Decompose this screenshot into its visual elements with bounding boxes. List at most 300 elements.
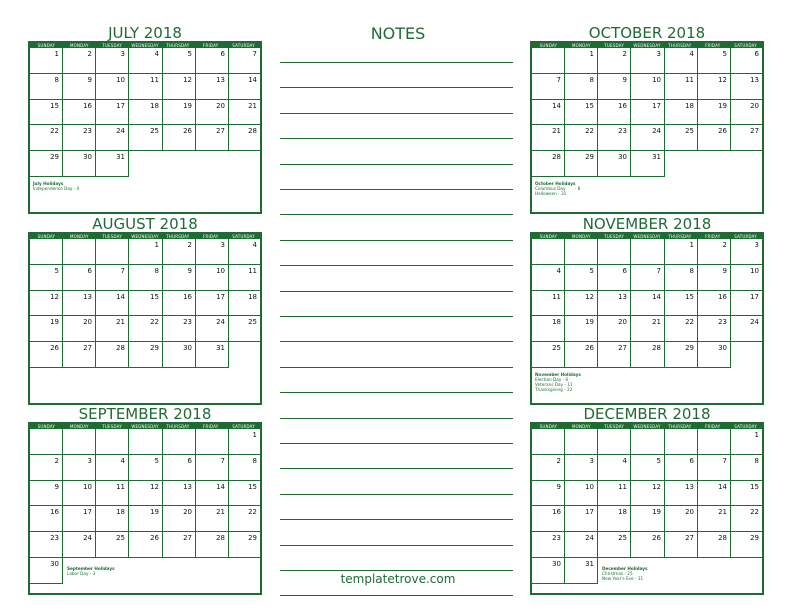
day-cell[interactable]: [129, 291, 163, 317]
day-cell[interactable]: [196, 291, 229, 317]
note-line[interactable]: [280, 341, 513, 342]
day-cell[interactable]: [665, 455, 698, 481]
day-cell[interactable]: [63, 125, 96, 151]
day-cell[interactable]: [196, 265, 229, 291]
day-cell[interactable]: [129, 316, 163, 342]
day-cell[interactable]: [163, 532, 196, 558]
day-cell[interactable]: [698, 291, 731, 317]
day-cell[interactable]: [532, 265, 565, 291]
day-cell[interactable]: [665, 239, 698, 265]
day-cell[interactable]: [229, 506, 260, 532]
note-line[interactable]: [280, 189, 513, 190]
day-cell[interactable]: [96, 316, 129, 342]
weekday-label: TUESDAY: [604, 234, 624, 239]
day-cell[interactable]: [30, 125, 63, 151]
day-cell[interactable]: [196, 342, 229, 368]
day-cell[interactable]: [229, 291, 260, 317]
day-number: 1: [54, 50, 59, 58]
day-cell[interactable]: [196, 125, 229, 151]
weekday-label: TUESDAY: [102, 234, 122, 239]
weekday-label: MONDAY: [69, 43, 89, 48]
day-cell[interactable]: [96, 291, 129, 317]
note-line[interactable]: [280, 570, 513, 571]
day-cell[interactable]: [196, 316, 229, 342]
day-cell[interactable]: [698, 239, 731, 265]
day-cell[interactable]: [30, 265, 63, 291]
day-cell[interactable]: [229, 48, 260, 74]
day-cell[interactable]: [698, 74, 731, 100]
day-cell[interactable]: [698, 316, 731, 342]
day-cell[interactable]: [598, 532, 631, 558]
day-cell[interactable]: [665, 532, 698, 558]
day-cell[interactable]: [598, 151, 631, 177]
day-cell[interactable]: [631, 291, 665, 317]
day-cell[interactable]: [129, 48, 163, 74]
day-cell[interactable]: [96, 455, 129, 481]
day-cell[interactable]: [532, 481, 565, 507]
day-cell[interactable]: [665, 291, 698, 317]
note-line[interactable]: [280, 240, 513, 241]
day-cell[interactable]: [63, 532, 96, 558]
note-line[interactable]: [280, 113, 513, 114]
day-number: 9: [187, 266, 192, 275]
note-line[interactable]: [280, 468, 513, 469]
day-number: 29: [248, 534, 257, 543]
day-cell[interactable]: [631, 125, 665, 151]
day-cell[interactable]: [665, 342, 698, 368]
day-cell[interactable]: [698, 481, 731, 507]
weekday-label: SUNDAY: [539, 234, 558, 239]
holidays-title: October Holidays: [535, 181, 576, 186]
day-number: 8: [54, 75, 59, 84]
day-cell[interactable]: [631, 265, 665, 291]
day-number: 5: [54, 266, 59, 275]
footer-site[interactable]: templatetrove.com: [340, 572, 456, 586]
day-cell[interactable]: [665, 74, 698, 100]
day-cell[interactable]: [229, 455, 260, 481]
day-cell[interactable]: [731, 481, 762, 507]
day-cell[interactable]: [565, 125, 598, 151]
day-cell[interactable]: [196, 100, 229, 126]
day-cell[interactable]: [565, 558, 598, 584]
day-cell[interactable]: [532, 291, 565, 317]
day-cell[interactable]: [598, 74, 631, 100]
day-cell[interactable]: [665, 481, 698, 507]
holiday-item: Halloween - 31: [535, 191, 567, 196]
day-cell[interactable]: [598, 316, 631, 342]
day-number: 15: [50, 101, 59, 110]
day-cell[interactable]: [163, 506, 196, 532]
day-cell[interactable]: [565, 100, 598, 126]
day-cell[interactable]: [163, 291, 196, 317]
day-number: 26: [585, 344, 594, 353]
day-cell[interactable]: [698, 342, 731, 368]
day-number: 16: [718, 292, 727, 301]
day-cell[interactable]: [731, 455, 762, 481]
day-cell[interactable]: [229, 429, 260, 455]
note-line[interactable]: [280, 545, 513, 546]
day-cell[interactable]: [565, 74, 598, 100]
day-number: 14: [552, 101, 561, 110]
day-number: 24: [83, 534, 92, 543]
day-number: 31: [585, 560, 594, 568]
day-number: 22: [150, 318, 159, 327]
day-number: 13: [183, 482, 192, 491]
day-number: 2: [556, 456, 561, 465]
day-cell[interactable]: [96, 506, 129, 532]
month-title: DECEMBER 2018: [583, 405, 711, 423]
day-cell[interactable]: [63, 342, 96, 368]
day-cell[interactable]: [731, 100, 762, 126]
day-cell[interactable]: [565, 481, 598, 507]
day-cell[interactable]: [565, 265, 598, 291]
weekday-label: SUNDAY: [37, 424, 56, 429]
day-number: 16: [83, 101, 92, 110]
blank-cell: [30, 239, 63, 265]
day-cell[interactable]: [698, 265, 731, 291]
day-cell[interactable]: [129, 100, 163, 126]
day-cell[interactable]: [631, 506, 665, 532]
weekday-label: FRIDAY: [705, 424, 721, 429]
note-line[interactable]: [280, 164, 513, 165]
day-number: 28: [116, 344, 125, 353]
day-cell[interactable]: [96, 151, 129, 177]
day-cell[interactable]: [63, 100, 96, 126]
day-cell[interactable]: [665, 48, 698, 74]
blank-cell: [631, 429, 665, 455]
day-cell[interactable]: [30, 481, 63, 507]
day-cell[interactable]: [129, 265, 163, 291]
blank-cell: [96, 239, 129, 265]
note-line[interactable]: [280, 87, 513, 88]
day-number: 29: [750, 534, 759, 543]
day-cell[interactable]: [532, 316, 565, 342]
day-cell[interactable]: [665, 316, 698, 342]
day-number: 1: [754, 431, 759, 439]
day-cell[interactable]: [30, 506, 63, 532]
day-number: 20: [216, 101, 225, 110]
holiday-item: Labor Day - 3: [67, 571, 96, 576]
day-number: 20: [618, 318, 627, 327]
note-line[interactable]: [280, 291, 513, 292]
day-number: 7: [120, 266, 125, 275]
day-cell[interactable]: [229, 100, 260, 126]
day-cell[interactable]: [196, 239, 229, 265]
day-cell[interactable]: [631, 316, 665, 342]
day-cell[interactable]: [30, 316, 63, 342]
day-cell[interactable]: [163, 239, 196, 265]
day-cell[interactable]: [731, 125, 762, 151]
day-cell[interactable]: [229, 74, 260, 100]
day-cell[interactable]: [30, 74, 63, 100]
day-cell[interactable]: [665, 125, 698, 151]
day-cell[interactable]: [631, 74, 665, 100]
note-line[interactable]: [280, 494, 513, 495]
day-cell[interactable]: [30, 151, 63, 177]
day-number: 7: [722, 456, 727, 465]
weekday-label: SATURDAY: [232, 424, 255, 429]
day-cell[interactable]: [665, 100, 698, 126]
day-cell[interactable]: [731, 532, 762, 558]
day-number: 28: [248, 127, 257, 136]
day-cell[interactable]: [598, 100, 631, 126]
day-cell[interactable]: [129, 125, 163, 151]
day-cell[interactable]: [63, 291, 96, 317]
day-cell[interactable]: [532, 100, 565, 126]
day-cell[interactable]: [631, 342, 665, 368]
note-line[interactable]: [280, 316, 513, 317]
day-cell[interactable]: [96, 342, 129, 368]
blank-cell: [565, 429, 598, 455]
day-number: 29: [150, 344, 159, 353]
notes-title: NOTES: [370, 24, 426, 43]
day-cell[interactable]: [129, 506, 163, 532]
day-number: 22: [585, 127, 594, 136]
day-number: 30: [50, 560, 59, 568]
day-cell[interactable]: [731, 74, 762, 100]
day-cell[interactable]: [163, 455, 196, 481]
day-cell[interactable]: [598, 342, 631, 368]
day-number: 9: [87, 75, 92, 84]
day-number: 14: [116, 292, 125, 301]
holidays-title: December Holidays: [602, 566, 648, 571]
day-number: 24: [585, 534, 594, 543]
day-cell[interactable]: [30, 291, 63, 317]
day-number: 12: [585, 292, 594, 301]
day-cell[interactable]: [565, 532, 598, 558]
day-cell[interactable]: [598, 125, 631, 151]
day-cell[interactable]: [63, 316, 96, 342]
day-number: 26: [183, 127, 192, 136]
day-cell[interactable]: [565, 455, 598, 481]
day-number: 5: [656, 456, 661, 465]
day-cell[interactable]: [196, 506, 229, 532]
day-cell[interactable]: [163, 125, 196, 151]
day-cell[interactable]: [229, 481, 260, 507]
day-cell[interactable]: [631, 48, 665, 74]
day-number: 19: [183, 101, 192, 110]
day-cell[interactable]: [196, 532, 229, 558]
day-cell[interactable]: [598, 48, 631, 74]
day-number: 18: [116, 508, 125, 517]
day-cell[interactable]: [163, 342, 196, 368]
day-cell[interactable]: [532, 125, 565, 151]
day-cell[interactable]: [731, 265, 762, 291]
day-number: 5: [187, 50, 192, 58]
day-number: 3: [589, 456, 594, 465]
day-grid: [30, 429, 260, 593]
note-line[interactable]: [280, 418, 513, 419]
month-grid-box: [28, 41, 262, 214]
day-number: 25: [248, 318, 257, 327]
weekday-label: SATURDAY: [734, 43, 757, 48]
day-number: 23: [50, 534, 59, 543]
day-cell[interactable]: [30, 532, 63, 558]
month-grid-box: [530, 422, 764, 595]
day-cell[interactable]: [598, 265, 631, 291]
day-cell[interactable]: [229, 239, 260, 265]
day-cell[interactable]: [96, 125, 129, 151]
day-cell[interactable]: [63, 455, 96, 481]
day-number: 23: [83, 127, 92, 136]
day-cell[interactable]: [631, 100, 665, 126]
day-cell[interactable]: [631, 481, 665, 507]
weekday-label: WEDNESDAY: [131, 43, 159, 48]
day-number: 4: [556, 266, 561, 275]
day-cell[interactable]: [532, 506, 565, 532]
day-cell[interactable]: [229, 532, 260, 558]
day-cell[interactable]: [229, 265, 260, 291]
day-cell[interactable]: [565, 506, 598, 532]
day-number: 28: [652, 344, 661, 353]
note-line[interactable]: [280, 595, 513, 596]
day-cell[interactable]: [665, 506, 698, 532]
day-cell[interactable]: [731, 316, 762, 342]
day-cell[interactable]: [96, 74, 129, 100]
day-cell[interactable]: [196, 74, 229, 100]
day-grid: [30, 239, 260, 403]
day-cell[interactable]: [565, 291, 598, 317]
day-cell[interactable]: [129, 239, 163, 265]
day-cell[interactable]: [129, 342, 163, 368]
day-number: 30: [718, 344, 727, 353]
day-cell[interactable]: [532, 558, 565, 584]
day-cell[interactable]: [698, 100, 731, 126]
day-cell[interactable]: [196, 481, 229, 507]
day-cell[interactable]: [731, 506, 762, 532]
weekday-label: WEDNESDAY: [131, 424, 159, 429]
day-cell[interactable]: [598, 481, 631, 507]
day-number: 17: [116, 101, 125, 110]
day-number: 21: [652, 318, 661, 327]
day-cell[interactable]: [163, 74, 196, 100]
weekday-label: SUNDAY: [37, 43, 56, 48]
holidays-note: [67, 566, 115, 576]
note-line[interactable]: [280, 367, 513, 368]
day-cell[interactable]: [63, 74, 96, 100]
day-cell[interactable]: [163, 48, 196, 74]
note-line[interactable]: [280, 265, 513, 266]
day-cell[interactable]: [532, 532, 565, 558]
day-cell[interactable]: [698, 506, 731, 532]
day-cell[interactable]: [731, 429, 762, 455]
blank-cell: [631, 239, 665, 265]
day-cell[interactable]: [163, 316, 196, 342]
note-line[interactable]: [280, 392, 513, 393]
day-cell[interactable]: [163, 265, 196, 291]
day-cell[interactable]: [63, 48, 96, 74]
day-cell[interactable]: [96, 48, 129, 74]
day-cell[interactable]: [30, 100, 63, 126]
day-cell[interactable]: [196, 455, 229, 481]
day-cell[interactable]: [565, 316, 598, 342]
day-cell[interactable]: [631, 151, 665, 177]
day-cell[interactable]: [129, 532, 163, 558]
day-cell[interactable]: [565, 342, 598, 368]
day-cell[interactable]: [532, 455, 565, 481]
note-line[interactable]: [280, 62, 513, 63]
day-cell[interactable]: [598, 506, 631, 532]
day-cell[interactable]: [731, 239, 762, 265]
day-number: 18: [150, 101, 159, 110]
day-number: 15: [750, 482, 759, 491]
day-cell[interactable]: [63, 506, 96, 532]
day-cell[interactable]: [96, 265, 129, 291]
day-cell[interactable]: [229, 125, 260, 151]
day-cell[interactable]: [30, 558, 63, 584]
note-line[interactable]: [280, 214, 513, 215]
day-number: 26: [718, 127, 727, 136]
note-line[interactable]: [280, 519, 513, 520]
day-number: 20: [750, 101, 759, 110]
day-cell[interactable]: [698, 125, 731, 151]
day-cell[interactable]: [698, 532, 731, 558]
note-line[interactable]: [280, 138, 513, 139]
day-cell[interactable]: [30, 455, 63, 481]
day-cell[interactable]: [598, 455, 631, 481]
day-number: 6: [220, 50, 225, 58]
day-cell[interactable]: [96, 481, 129, 507]
day-cell[interactable]: [565, 151, 598, 177]
day-cell[interactable]: [129, 455, 163, 481]
day-cell[interactable]: [229, 316, 260, 342]
day-cell[interactable]: [96, 100, 129, 126]
weekday-label: SUNDAY: [37, 234, 56, 239]
day-cell[interactable]: [631, 532, 665, 558]
weekday-label: THURSDAY: [668, 424, 692, 429]
weekday-label: SUNDAY: [539, 424, 558, 429]
day-cell[interactable]: [96, 532, 129, 558]
day-cell[interactable]: [631, 455, 665, 481]
day-cell[interactable]: [565, 48, 598, 74]
day-cell[interactable]: [731, 48, 762, 74]
day-cell[interactable]: [63, 151, 96, 177]
day-cell[interactable]: [598, 291, 631, 317]
day-cell[interactable]: [63, 481, 96, 507]
day-cell[interactable]: [163, 481, 196, 507]
day-cell[interactable]: [163, 100, 196, 126]
day-number: 25: [685, 127, 694, 136]
note-line[interactable]: [280, 443, 513, 444]
day-cell[interactable]: [665, 265, 698, 291]
day-cell[interactable]: [532, 151, 565, 177]
day-cell[interactable]: [731, 291, 762, 317]
day-number: 20: [685, 508, 694, 517]
day-number: 31: [652, 153, 661, 162]
day-number: 19: [50, 318, 59, 327]
day-cell[interactable]: [30, 48, 63, 74]
day-cell[interactable]: [129, 481, 163, 507]
day-cell[interactable]: [30, 342, 63, 368]
day-number: 9: [556, 482, 561, 491]
holiday-item: Veterans Day - 11: [535, 382, 573, 387]
day-cell[interactable]: [532, 74, 565, 100]
month-grid-box: [28, 232, 262, 405]
day-cell[interactable]: [532, 342, 565, 368]
month-title: JULY 2018: [108, 24, 182, 42]
day-number: 24: [116, 127, 125, 136]
holiday-item: New Year's Eve - 31: [602, 576, 644, 581]
day-cell[interactable]: [698, 48, 731, 74]
day-cell[interactable]: [698, 455, 731, 481]
day-number: 2: [87, 50, 92, 58]
day-cell[interactable]: [129, 74, 163, 100]
day-cell[interactable]: [196, 48, 229, 74]
day-number: 18: [248, 292, 257, 301]
day-cell[interactable]: [63, 265, 96, 291]
day-number: 4: [689, 50, 694, 58]
day-number: 1: [252, 431, 257, 439]
